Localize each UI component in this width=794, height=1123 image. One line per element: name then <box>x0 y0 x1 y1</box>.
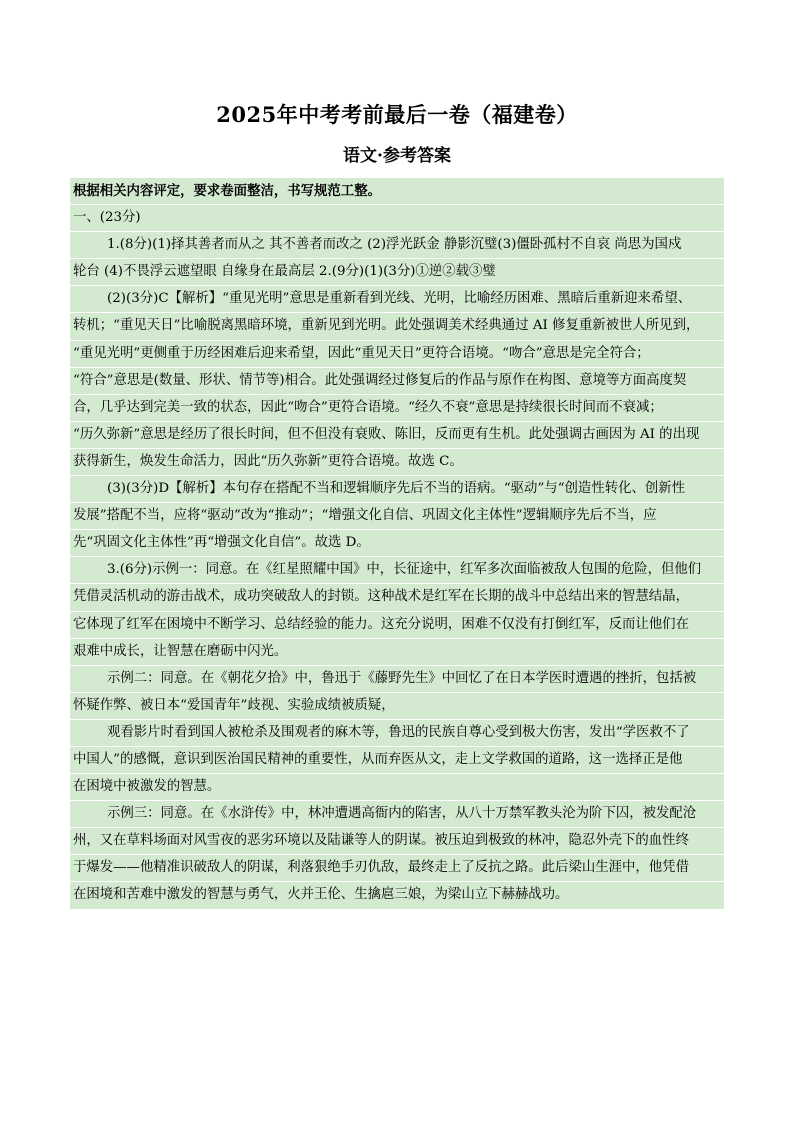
answer-line: 中国人”的感慨，意识到医治国民精神的重要性，从而弃医从文，走上文学救国的道路，这一选择正是他 <box>70 747 724 774</box>
answer-line: 怀疑作弊、被日本“爱国青年”歧视、实验成绩被质疑， <box>70 693 724 720</box>
answer-line: 艰难中成长，让智慧在磨砺中闪光。 <box>70 639 724 666</box>
answer-line: 凭借灵活机动的游击战术，成功突破敌人的封锁。这种战术是红军在长期的战斗中总结出来的智慧结晶， <box>70 584 724 611</box>
answer-line: 先“巩固文化主体性”再“增强文化自信”。故选 D。 <box>70 530 724 557</box>
answer-line: “符合”意思是(数量、形状、情节等)相合。此处强调经过修复后的作品与原作在构图、意境等方面高度契 <box>70 368 724 395</box>
answer-line: 于爆发——他精准识破敌人的阴谋，利落狠绝手刃仇敌，最终走上了反抗之路。此后梁山生涯中，他凭借 <box>70 855 724 882</box>
answer-line: 观看影片时看到国人被枪杀及围观者的麻木等，鲁迅的民族自尊心受到极大伤害，发出“学医救不了 <box>70 720 724 747</box>
page-title: 2025年中考考前最后一卷（福建卷） <box>216 102 578 127</box>
answer-section <box>70 178 724 910</box>
answer-line: 1.(8分)(1)择其善者而从之 其不善者而改之 (2)浮光跃金 静影沉璧(3)僵卧孤村不自哀 尚思为国戍 <box>70 232 724 259</box>
answer-line: 示例三：同意。在《水浒传》中，林冲遭遇高衙内的陷害，从八十万禁军教头沦为阶下囚，被发配沧 <box>70 801 724 828</box>
answer-line: 转机；“重见天日”比喻脱离黑暗环境，重新见到光明。此处强调美术经典通过 AI 修复重新被世人所见到， <box>70 313 724 340</box>
page-subtitle: 语文·参考答案 <box>343 146 451 166</box>
answer-line: 根据相关内容评定，要求卷面整洁，书写规范工整。 <box>70 178 724 205</box>
answer-line: “历久弥新”意思是经历了很长时间，但不但没有衰败、陈旧，反而更有生机。此处强调古画因为 AI 的出现 <box>70 422 724 449</box>
answer-line: 州，又在草料场面对风雪夜的恶劣环境以及陆谦等人的阴谋。被压迫到极致的林冲，隐忍外壳下的血性终 <box>70 828 724 855</box>
answer-line: “重见光明”更侧重于历经困难后迎来希望，因此“重见天日”更符合语境。“吻合”意思是完全符合； <box>70 341 724 368</box>
answer-line: (3)(3分)D【解析】本句存在搭配不当和逻辑顺序先后不当的语病。“驱动”与“创造性转化、创新性 <box>70 476 724 503</box>
answer-line: 一、(23分) <box>70 205 724 232</box>
answer-line: (2)(3分)C【解析】“重见光明”意思是重新看到光线、光明，比喻经历困难、黑暗后重新迎来希望、 <box>70 286 724 313</box>
answer-line: 发展”搭配不当，应将“驱动”改为“推动”；“增强文化自信、巩固文化主体性”逻辑顺序先后不当，应 <box>70 503 724 530</box>
answer-line: 合，几乎达到完美一致的状态，因此“吻合”更符合语境。“经久不衰”意思是持续很长时间而不衰减； <box>70 395 724 422</box>
answer-line: 轮台 (4)不畏浮云遮望眼 自缘身在最高层 2.(9分)(1)(3分)①逆②载③璧 <box>70 259 724 286</box>
answer-line: 3.(6分)示例一：同意。在《红星照耀中国》中，长征途中，红军多次面临被敌人包围的危险，但他们 <box>70 557 724 584</box>
answer-line: 获得新生，焕发生命活力，因此“历久弥新”更符合语境。故选 C。 <box>70 449 724 476</box>
answer-line: 它体现了红军在困境中不断学习、总结经验的能力。这充分说明，困难不仅没有打倒红军，反而让他们在 <box>70 612 724 639</box>
answer-line: 在困境和苦难中激发的智慧与勇气，火并王伦、生擒扈三娘，为梁山立下赫赫战功。 <box>70 882 724 909</box>
answer-line: 示例二：同意。在《朝花夕拾》中，鲁迅于《藤野先生》中回忆了在日本学医时遭遇的挫折，包括被 <box>70 666 724 693</box>
answer-line: 在困境中被激发的智慧。 <box>70 774 724 801</box>
